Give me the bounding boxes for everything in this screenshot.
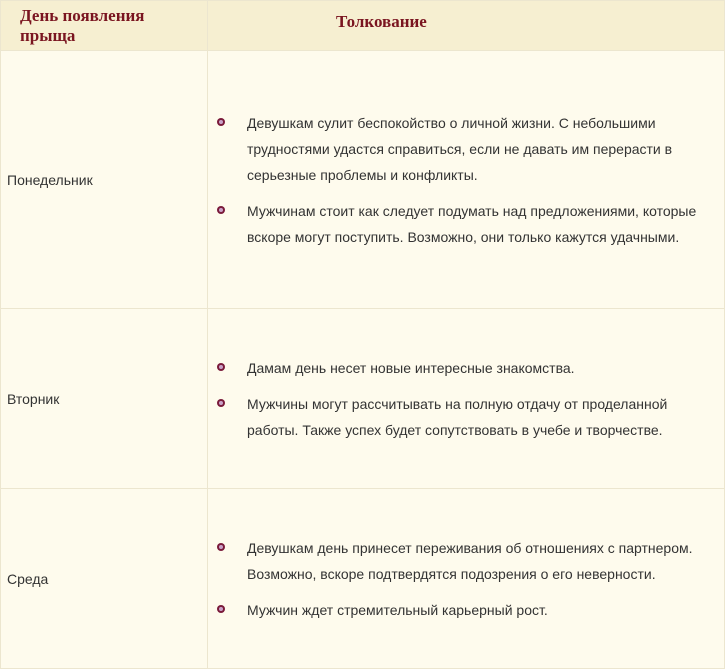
bullet-list (216, 535, 714, 623)
interpretation-cell (208, 51, 725, 309)
list-item-text: Девушкам сулит беспокойство о личной жизни. С небольшими трудностями удастся справиться, если не давать им перерасти в серьезные проблемы и конфликты. (247, 114, 673, 183)
header-day-cell: День появления прыща (1, 1, 208, 51)
bullet-list (216, 355, 714, 443)
list-item-text: Девушкам день принесет переживания об отношениях с партнером. Возможно, вскоре подтвердятся подозрения о его неверности. (247, 539, 693, 582)
table-row-wednesday (1, 489, 725, 669)
list-item-text: Мужчинам стоит как следует подумать над предложениями, которые вскоре могут поступить. Возможно, они только кажутся удачными. (247, 202, 697, 245)
day-cell: Понедельник (1, 51, 208, 309)
bullet-icon (217, 399, 225, 407)
table-row-tuesday (1, 309, 725, 489)
table-header-row (1, 1, 725, 51)
list-item-text: Дамам день несет новые интересные знакомства. (247, 359, 575, 376)
list-item (216, 355, 714, 381)
bullet-icon (217, 543, 225, 551)
header-interpretation-cell: Толкование (208, 1, 725, 51)
list-item-text: Мужчин ждет стремительный карьерный рост. (247, 601, 548, 618)
list-item (216, 535, 714, 587)
bullet-icon (217, 363, 225, 371)
bullet-list (216, 110, 714, 250)
interpretation-cell (208, 489, 725, 669)
list-item (216, 198, 714, 250)
day-cell: Вторник (1, 309, 208, 489)
bullet-icon (217, 118, 225, 126)
bullet-icon (217, 206, 225, 214)
bullet-icon (217, 605, 225, 613)
list-item-text: Мужчины могут рассчитывать на полную отдачу от проделанной работы. Также успех будет сопутствовать в учебе и творчестве. (247, 395, 668, 438)
interpretation-cell (208, 309, 725, 489)
day-cell: Среда (1, 489, 208, 669)
list-item (216, 110, 714, 188)
list-item (216, 391, 714, 443)
table-row-monday (1, 51, 725, 309)
list-item (216, 597, 714, 623)
